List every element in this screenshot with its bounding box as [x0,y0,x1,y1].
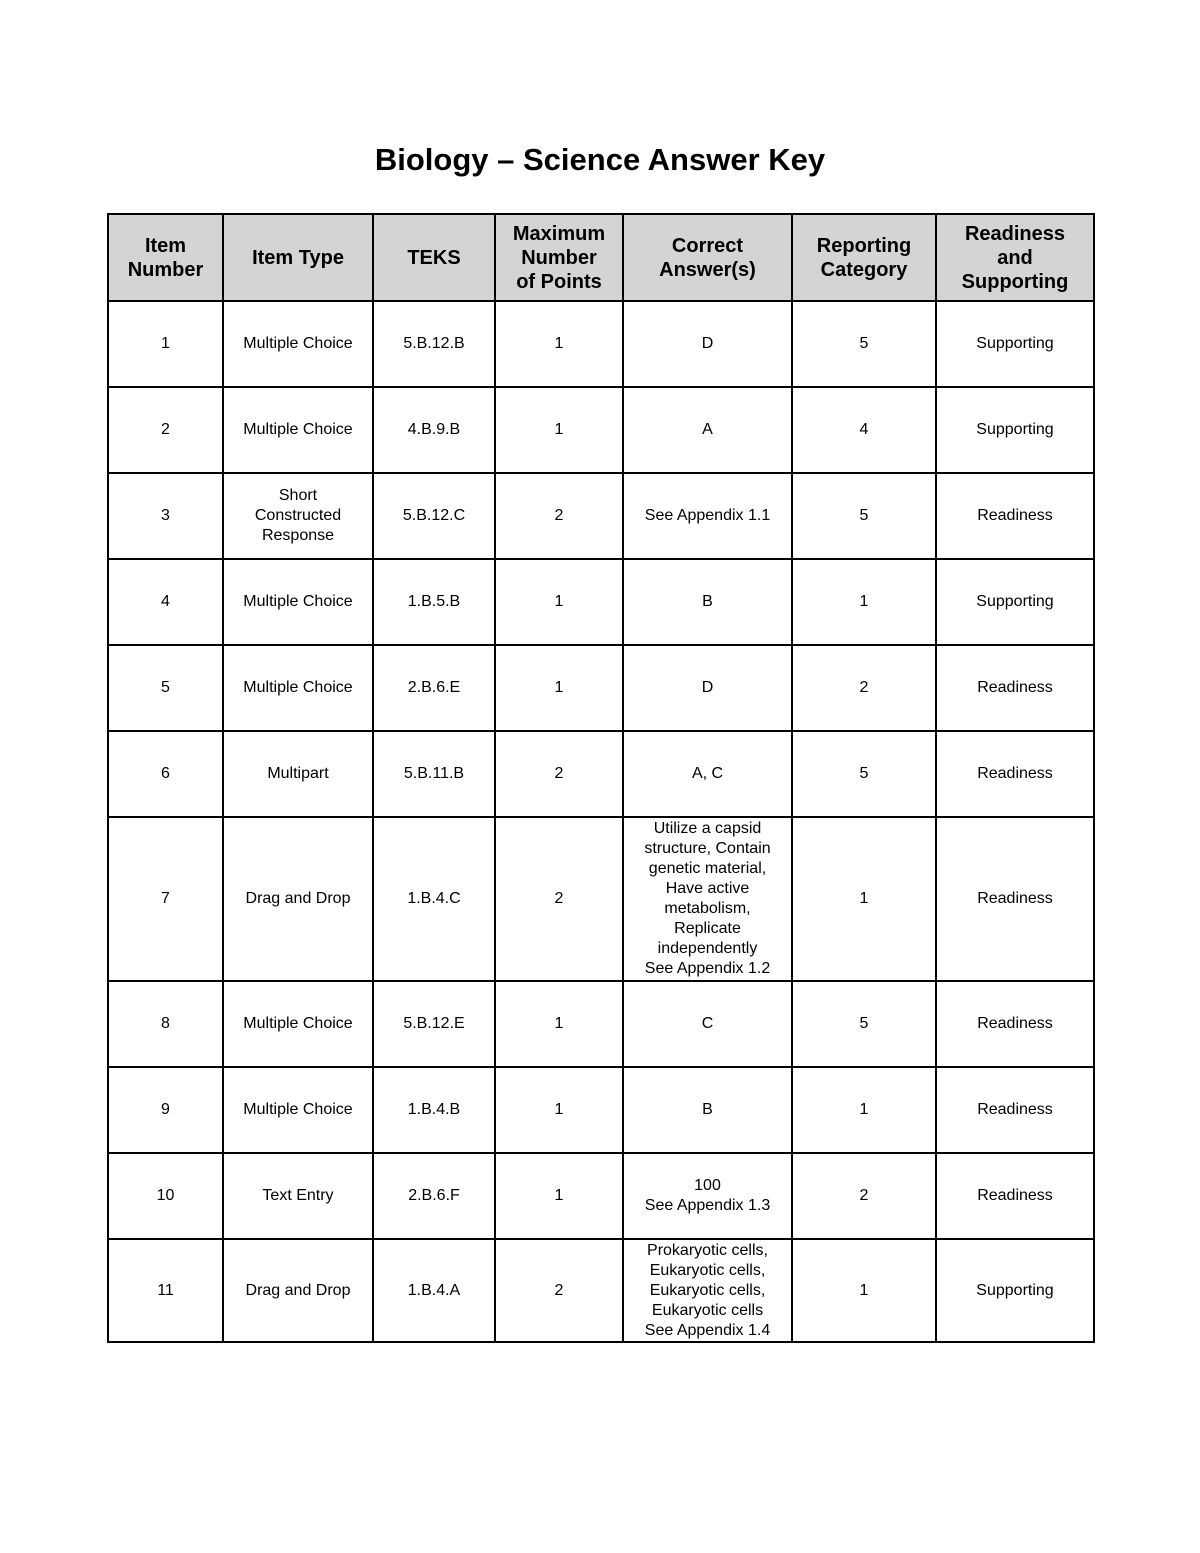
correct-answer-cell: See Appendix 1.1 [623,473,792,559]
table-row [108,1239,1094,1342]
reporting-category-cell: 1 [792,559,936,645]
correct-answer-cell: Utilize a capsid structure, Contain genetic material, Have active metabolism, Replicate independently See Appendix 1.2 [623,817,792,981]
reporting-category-cell: 1 [792,1067,936,1153]
table-row [108,387,1094,473]
correct-answer-cell: B [623,559,792,645]
teks-cell: 1.B.4.A [373,1239,495,1342]
reporting-category-cell: 5 [792,981,936,1067]
item-type-cell: Drag and Drop [223,1239,373,1342]
correct-answer-cell: D [623,301,792,387]
readiness-cell: Supporting [936,1239,1094,1342]
teks-cell: 5.B.12.B [373,301,495,387]
item-type-cell: Multiple Choice [223,387,373,473]
page-title: Biology – Science Answer Key [374,142,826,177]
max-points-cell: 1 [495,645,623,731]
item-number-cell: 8 [108,981,223,1067]
column-header-item-type: Item Type [223,214,373,301]
table-row [108,1153,1094,1239]
item-type-cell: Multiple Choice [223,301,373,387]
correct-answer-cell: C [623,981,792,1067]
teks-cell: 1.B.5.B [373,559,495,645]
item-type-cell: Text Entry [223,1153,373,1239]
reporting-category-cell: 5 [792,301,936,387]
table-row [108,645,1094,731]
readiness-cell: Readiness [936,645,1094,731]
item-number-cell: 6 [108,731,223,817]
item-number-cell: 5 [108,645,223,731]
reporting-category-cell: 2 [792,645,936,731]
table-row [108,731,1094,817]
reporting-category-cell: 1 [792,1239,936,1342]
reporting-category-cell: 1 [792,817,936,981]
column-header-correct-answers: Correct Answer(s) [623,214,792,301]
column-header-teks: TEKS [373,214,495,301]
readiness-cell: Readiness [936,1067,1094,1153]
column-header-readiness-supporting: Readiness and Supporting [936,214,1094,301]
item-type-cell: Drag and Drop [223,817,373,981]
max-points-cell: 1 [495,1153,623,1239]
table-row [108,559,1094,645]
readiness-cell: Readiness [936,981,1094,1067]
item-type-cell: Multiple Choice [223,645,373,731]
max-points-cell: 1 [495,981,623,1067]
max-points-cell: 1 [495,387,623,473]
item-type-cell: Multiple Choice [223,1067,373,1153]
item-type-cell: Multiple Choice [223,559,373,645]
item-type-cell: Multipart [223,731,373,817]
reporting-category-cell: 4 [792,387,936,473]
teks-cell: 5.B.12.C [373,473,495,559]
column-header-max-points: Maximum Number of Points [495,214,623,301]
column-header-item-number: Item Number [108,214,223,301]
header-row [108,214,1094,301]
item-number-cell: 11 [108,1239,223,1342]
item-number-cell: 3 [108,473,223,559]
reporting-category-cell: 5 [792,473,936,559]
readiness-cell: Readiness [936,1153,1094,1239]
teks-cell: 1.B.4.B [373,1067,495,1153]
max-points-cell: 2 [495,731,623,817]
item-type-cell: Multiple Choice [223,981,373,1067]
table-row [108,301,1094,387]
teks-cell: 5.B.11.B [373,731,495,817]
max-points-cell: 2 [495,1239,623,1342]
teks-cell: 1.B.4.C [373,817,495,981]
table-row [108,981,1094,1067]
table-row [108,473,1094,559]
item-type-cell: Short Constructed Response [223,473,373,559]
teks-cell: 5.B.12.E [373,981,495,1067]
teks-cell: 2.B.6.F [373,1153,495,1239]
readiness-cell: Supporting [936,301,1094,387]
max-points-cell: 2 [495,817,623,981]
item-number-cell: 10 [108,1153,223,1239]
table-row [108,1067,1094,1153]
item-number-cell: 4 [108,559,223,645]
reporting-category-cell: 2 [792,1153,936,1239]
item-number-cell: 9 [108,1067,223,1153]
readiness-cell: Readiness [936,473,1094,559]
teks-cell: 4.B.9.B [373,387,495,473]
correct-answer-cell: D [623,645,792,731]
max-points-cell: 1 [495,301,623,387]
correct-answer-cell: A, C [623,731,792,817]
correct-answer-cell: A [623,387,792,473]
item-number-cell: 2 [108,387,223,473]
correct-answer-cell: 100 See Appendix 1.3 [623,1153,792,1239]
readiness-cell: Readiness [936,817,1094,981]
table-row [108,817,1094,981]
max-points-cell: 1 [495,1067,623,1153]
max-points-cell: 2 [495,473,623,559]
item-number-cell: 7 [108,817,223,981]
max-points-cell: 1 [495,559,623,645]
readiness-cell: Readiness [936,731,1094,817]
readiness-cell: Supporting [936,387,1094,473]
answer-key-table [107,213,1095,1343]
correct-answer-cell: B [623,1067,792,1153]
correct-answer-cell: Prokaryotic cells, Eukaryotic cells, Eukaryotic cells, Eukaryotic cells See Appendix 1.4 [623,1239,792,1342]
column-header-reporting-category: Reporting Category [792,214,936,301]
readiness-cell: Supporting [936,559,1094,645]
teks-cell: 2.B.6.E [373,645,495,731]
item-number-cell: 1 [108,301,223,387]
reporting-category-cell: 5 [792,731,936,817]
